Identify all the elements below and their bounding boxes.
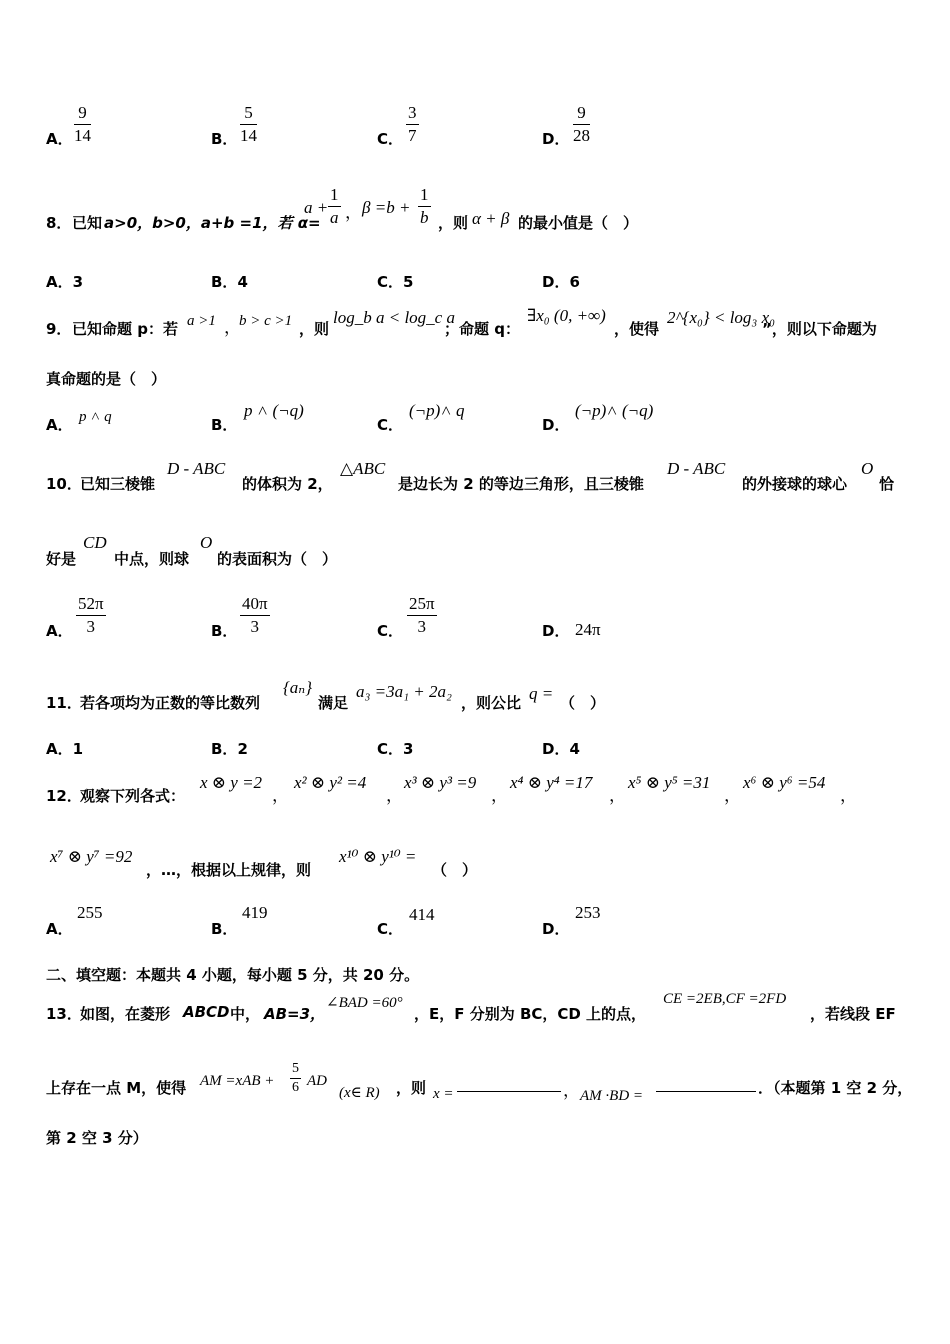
q13-dot-product: AM ·BD = xyxy=(580,1088,644,1104)
q10-pyramid-1: D - ABC xyxy=(167,459,226,478)
q13-text-7: ．（本题第 1 空 2 分， xyxy=(758,1079,913,1097)
q7-option-b-fraction: 5 14 xyxy=(240,103,257,145)
q11-option-d: D．4 xyxy=(542,740,580,758)
q11-equation: a₃ =3a₁ + 2a₂ xyxy=(356,682,452,701)
q8-number: 8． xyxy=(46,214,72,232)
q9-text-5: ”，则以下命题为 xyxy=(762,320,877,338)
q8-alpha-expr: a + xyxy=(304,198,329,217)
q9-math-1: a >1 xyxy=(187,313,216,329)
q8-condition: a>0，b>0，a+b =1，若 α= xyxy=(104,214,321,232)
q13-text-2: 中， xyxy=(230,1005,261,1023)
q10-option-c-label: C． xyxy=(377,622,404,640)
q13-text-8: 第 2 空 3 分） xyxy=(46,1129,148,1147)
q13-x-equals: x = xyxy=(433,1086,454,1102)
q9-option-a-value: p ˄ q xyxy=(79,409,112,425)
q8-option-b: B．4 xyxy=(211,273,248,291)
q12-comma-1: ， xyxy=(272,786,289,805)
q9-option-d-label: D． xyxy=(542,416,570,434)
q10-option-b-fraction: 40π 3 xyxy=(242,594,268,636)
q12-option-a-value: 255 xyxy=(77,903,103,922)
q10-option-a-fraction: 52π 3 xyxy=(78,594,104,636)
q11-text-3: ，则公比 xyxy=(461,694,522,712)
q9-text-6: 真命题的是（ ） xyxy=(46,370,167,388)
q9-option-c-label: C． xyxy=(377,416,404,434)
q12-option-b-value: 419 xyxy=(242,903,268,922)
q8-sum-expr: α + β xyxy=(472,209,510,228)
q10-triangle: △ABC xyxy=(340,459,386,478)
q12-expr-3: x³ ⊗ y³ =9 xyxy=(404,773,477,792)
q7-option-d-fraction: 9 28 xyxy=(573,103,590,145)
q12-number: 12． xyxy=(46,787,82,805)
q12-comma-5: ， xyxy=(724,786,741,805)
q9-text-2: ，则 xyxy=(299,320,330,338)
q11-option-b: B．2 xyxy=(211,740,248,758)
q8-beta-fraction: 1 b xyxy=(420,185,429,227)
q13-rhombus-name: ABCD xyxy=(183,1003,230,1021)
q13-answer-blank-1[interactable] xyxy=(457,1091,561,1092)
q12-text-2: ，…，根据以上规律，则 xyxy=(146,861,312,879)
q13-text-4: ，若线段 EF xyxy=(810,1005,896,1023)
q10-sphere-o: O xyxy=(200,533,213,552)
q13-ab-length: AB=3， xyxy=(264,1005,326,1023)
q12-expr-7: x⁷ ⊗ y⁷ =92 xyxy=(50,847,133,866)
q11-q-equals: q = xyxy=(529,684,554,703)
q12-option-d-value: 253 xyxy=(575,903,601,922)
q12-expr-1: x ⊗ y =2 xyxy=(200,773,263,792)
q12-text-1: 观察下列各式： xyxy=(80,787,186,805)
q10-option-c-fraction: 25π 3 xyxy=(409,594,435,636)
q12-expr-2: x² ⊗ y² =4 xyxy=(294,773,367,792)
q7-option-a-fraction: 9 14 xyxy=(74,103,91,145)
q10-option-d-label: D． xyxy=(542,622,570,640)
section-2-heading: 二、填空题：本题共 4 小题，每小题 5 分，共 20 分。 xyxy=(46,966,420,984)
q9-option-d-value: (¬p)˄ (¬q) xyxy=(575,401,654,420)
q8-alpha-fraction: 1 a xyxy=(330,185,339,227)
q9-text-4: ，使得 xyxy=(614,320,660,338)
q11-text-2: 满足 xyxy=(318,694,349,712)
q11-sequence: {aₙ} xyxy=(283,678,312,697)
q13-text-6: ，则 xyxy=(396,1079,427,1097)
q8-option-c: C．5 xyxy=(377,273,414,291)
q13-fraction: 5 6 xyxy=(292,1061,299,1095)
q13-text-5: 上存在一点 M，使得 xyxy=(46,1079,187,1097)
q12-option-c-label: C． xyxy=(377,920,404,938)
q13-number: 13． xyxy=(46,1005,82,1023)
q9-exists-expr: ∃x₀ (0, +∞) xyxy=(527,306,606,325)
q13-text-1: 如图，在菱形 xyxy=(80,1005,171,1023)
q8-beta-expr: β =b + xyxy=(362,198,411,217)
q12-expr-8: x¹⁰ ⊗ y¹⁰ = xyxy=(339,847,417,866)
q10-number: 10． xyxy=(46,475,82,493)
q7-option-b-label: B． xyxy=(211,130,238,148)
q8-text-1: 已知 xyxy=(72,214,103,232)
q10-text-7: 中点，则球 xyxy=(114,550,190,568)
q9-option-a-label: A． xyxy=(46,416,73,434)
q10-text-4: 的外接球的球心 xyxy=(742,475,848,493)
q9-number: 9． xyxy=(46,320,72,338)
q9-text-1: 已知命题 p：若 xyxy=(72,320,178,338)
q10-text-8: 的表面积为（ ） xyxy=(217,550,338,568)
q9-math-2: b > c >1 xyxy=(239,313,293,329)
q12-option-b-label: B． xyxy=(211,920,238,938)
q10-center-o: O xyxy=(861,459,874,478)
q9-option-b-value: p ˄ (¬q) xyxy=(244,401,304,420)
q8-option-a: A．3 xyxy=(46,273,84,291)
q13-separator: ， xyxy=(563,1081,580,1100)
q10-segment-cd: CD xyxy=(83,533,107,552)
q8-text-2: ，则 xyxy=(438,214,469,232)
q9-power-compare: 2^{x₀} < log₃ x₀ xyxy=(667,308,776,327)
q11-option-a: A．1 xyxy=(46,740,84,758)
q12-comma-2: ， xyxy=(386,786,403,805)
q13-ratios: CE =2EB,CF =2FD xyxy=(663,991,787,1007)
q7-option-d-label: D． xyxy=(542,130,570,148)
q13-vector-expr: AM =xAB + xyxy=(200,1073,275,1089)
q11-option-c: C．3 xyxy=(377,740,414,758)
q9-sep-1: ， xyxy=(224,318,241,337)
q10-option-a-label: A． xyxy=(46,622,73,640)
q11-number: 11． xyxy=(46,694,82,712)
q10-pyramid-2: D - ABC xyxy=(667,459,726,478)
q12-expr-5: x⁵ ⊗ y⁵ =31 xyxy=(628,773,711,792)
q9-log-compare: log_b a < log_c a xyxy=(333,308,455,327)
q7-option-c-label: C． xyxy=(377,130,404,148)
q12-option-a-label: A． xyxy=(46,920,73,938)
q13-text-3: ，E，F 分别为 BC，CD 上的点， xyxy=(414,1005,647,1023)
q12-comma-6: ， xyxy=(840,786,857,805)
q7-option-c-fraction: 3 7 xyxy=(408,103,417,145)
q13-angle: ∠BAD =60° xyxy=(326,995,403,1011)
q12-expr-4: x⁴ ⊗ y⁴ =17 xyxy=(510,773,593,792)
q9-option-b-label: B． xyxy=(211,416,238,434)
q12-comma-3: ， xyxy=(491,786,508,805)
q10-text-1: 已知三棱锥 xyxy=(80,475,156,493)
q8-text-3: 的最小值是（ ） xyxy=(518,214,639,232)
q9-text-3: ；命题 q： xyxy=(444,320,520,338)
q12-option-d-label: D． xyxy=(542,920,570,938)
q12-option-c-value: 414 xyxy=(409,905,435,924)
q13-answer-blank-2[interactable] xyxy=(656,1091,756,1092)
q9-option-c-value: (¬p)˄ q xyxy=(409,401,465,420)
q8-separator: ， xyxy=(345,203,362,222)
q13-vector-ad: AD xyxy=(307,1073,327,1089)
q12-expr-6: x⁶ ⊗ y⁶ =54 xyxy=(743,773,826,792)
q11-text-1: 若各项均为正数的等比数列 xyxy=(80,694,261,712)
q10-option-b-label: B． xyxy=(211,622,238,640)
q13-x-domain: (x∈ R) xyxy=(339,1085,380,1101)
q10-text-3: 是边长为 2 的等边三角形，且三棱锥 xyxy=(398,475,644,493)
q8-option-d: D．6 xyxy=(542,273,580,291)
q10-text-6: 好是 xyxy=(46,550,77,568)
q11-text-4: （ ） xyxy=(560,694,606,712)
q10-text-5: 恰 xyxy=(879,475,895,493)
q12-comma-4: ， xyxy=(609,786,626,805)
q10-text-2: 的体积为 2， xyxy=(242,475,333,493)
q12-text-3: （ ） xyxy=(432,861,478,879)
q10-option-d-value: 24π xyxy=(575,620,601,639)
q7-option-a-label: A． xyxy=(46,130,73,148)
